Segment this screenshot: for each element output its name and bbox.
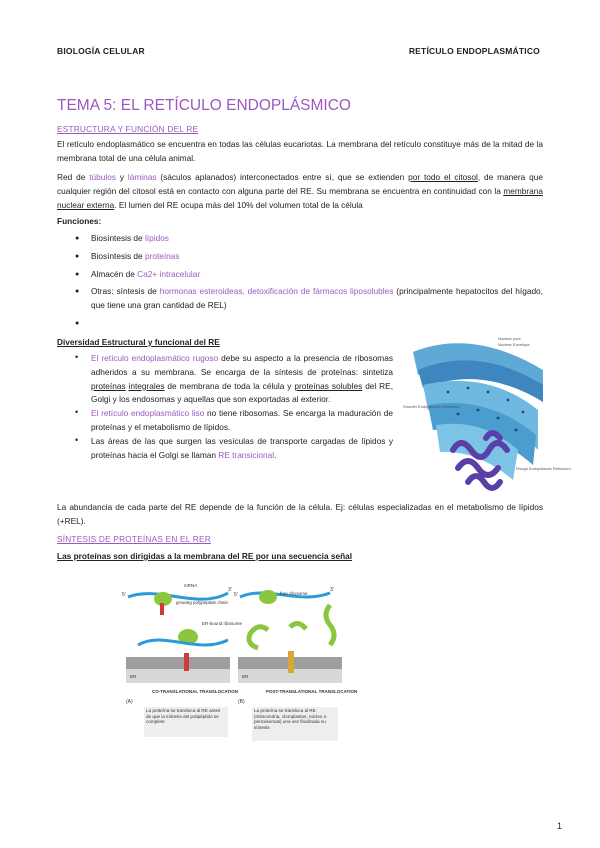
functions-list xyxy=(75,232,543,331)
subheading-signal: Las proteínas son dirigidas a la membrana del RE por una secuencia señal xyxy=(57,551,353,561)
text: del RE, Golgi y los endosomas y aquellas que son exportadas al exterior. xyxy=(91,380,394,405)
term-citosol: por todo el citosol xyxy=(408,172,478,182)
caption-a: La proteína se transloca al RE antes de que la síntesis del polipéptido se complete xyxy=(146,708,221,725)
list-item xyxy=(75,352,393,407)
free-ribosome xyxy=(259,590,277,604)
text: (principalmente hepatocitos del hígado, que tiene una gran cantidad de REL) xyxy=(91,286,543,311)
text: Biosíntesis de xyxy=(91,233,145,243)
term: proteínas xyxy=(91,380,126,391)
er-illustration xyxy=(398,330,571,500)
label-panel-b: (B) xyxy=(238,699,245,705)
label-3prime-a: 3' xyxy=(228,587,232,593)
list-item xyxy=(75,435,393,463)
caption-b: La proteína se transloca al RE (mitocondria, cloroplastos, núcleo o peroxisomas) una vez finalizada su síntesis xyxy=(254,708,327,730)
label-rer: Rough Endoplasmic Reticulum xyxy=(516,466,571,471)
paragraph-structure xyxy=(57,171,543,212)
text: Biosíntesis de xyxy=(91,250,145,261)
term-tubulos: túbulos xyxy=(89,172,116,182)
signal-peptide-a xyxy=(184,653,189,671)
list-item xyxy=(75,407,393,435)
section-heading-synthesis: SÍNTESIS DE PROTEÍNAS EN EL RER xyxy=(57,534,211,544)
caption-a-wrap xyxy=(146,708,226,736)
label-5prime-b: 5' xyxy=(234,592,238,598)
label-er-bound: ER-bound ribosome xyxy=(202,621,243,626)
er-membrane-a xyxy=(126,657,230,669)
er-lumen-a xyxy=(126,669,230,683)
translocation-figure xyxy=(118,575,358,745)
text: Red de xyxy=(57,172,90,182)
label-posttranslational: POST-TRANSLATIONAL TRANSLOCATION xyxy=(266,689,358,694)
header-left: BIOLOGÍA CELULAR xyxy=(57,46,145,56)
header-right: RETÍCULO ENDOPLASMÁTICO xyxy=(408,46,540,56)
protein-b xyxy=(249,627,268,648)
page-number: 1 xyxy=(556,821,562,831)
term: Ca2+ intracelular xyxy=(137,268,201,279)
folded-protein xyxy=(326,605,334,645)
label-er-b: ER xyxy=(242,674,249,679)
label-growing-chain: growing polypeptide chain xyxy=(176,600,229,605)
paragraph-abundance: La abundancia de cada parte del RE depende de la función de la célula. Ej: células especializadas en el metabolismo de lípidos (+REL). xyxy=(57,502,543,526)
label-ser: Smooth Endoplasmic Reticulum xyxy=(403,404,460,409)
term-rel: El retículo endoplasmático liso xyxy=(91,408,205,419)
label-5prime-a: 5' xyxy=(122,592,126,598)
text: . xyxy=(274,449,277,460)
term-rer: El retículo endoplasmático rugoso xyxy=(91,353,219,363)
list-item xyxy=(75,285,543,313)
text: debe su aspecto a la presencia de ribosomas adheridos a su membrana. Se encarga de la síntesis de proteínas: sintetiza xyxy=(91,353,393,377)
protein-b2 xyxy=(290,623,306,629)
caption-b-wrap xyxy=(254,708,336,740)
term: integrales xyxy=(128,380,165,391)
section-heading-diversity: Diversidad Estructural y funcional del RE xyxy=(57,337,220,347)
page-title: TEMA 5: EL RETÍCULO ENDOPLÁSMICO xyxy=(57,97,351,114)
text: . El lumen del RE ocupa más del 10% del volumen total de la célula xyxy=(114,199,363,210)
signal-sequence-a xyxy=(160,603,164,615)
diversity-list xyxy=(75,352,393,462)
text: de membrana de toda la célula y xyxy=(164,380,295,391)
text: Las áreas de las que surgen las vesículas de transporte cargadas de lípidos y proteínas hacia el Golgi se llaman xyxy=(91,435,393,460)
list-item xyxy=(75,268,543,282)
translocon-b xyxy=(288,651,294,673)
section-heading-structure: ESTRUCTURA Y FUNCIÓN DEL RE xyxy=(57,124,199,134)
label-nuclear-envelope: Nuclear Envelope xyxy=(498,342,530,347)
term: proteínas solubles xyxy=(294,380,363,391)
label-cotranslational: CO-TRANSLATIONAL TRANSLOCATION xyxy=(152,689,238,694)
list-item xyxy=(75,250,543,264)
label-mrna: mRNA xyxy=(184,583,198,588)
functions-label: Funciones: xyxy=(57,216,102,226)
label-er-a: ER xyxy=(130,674,137,679)
label-3prime-b: 3' xyxy=(330,587,334,593)
paragraph-intro: El retículo endoplasmático se encuentra en todas las células eucariotas. La membrana del retículo constituye más de la mitad de la membrana total de una célula animal. xyxy=(57,139,543,163)
term-membrana-nuclear: membrana nuclear externa xyxy=(57,185,543,210)
text: y xyxy=(115,172,128,182)
label-panel-a: (A) xyxy=(126,699,133,705)
text: Otras: síntesis de xyxy=(91,286,160,297)
term-laminas: láminas xyxy=(127,172,157,182)
text: Almacén de xyxy=(91,268,138,279)
text: no tiene ribosomas. Se encarga la maduración de proteínas y el metabolismo de lípidos. xyxy=(91,408,393,432)
term: lípidos xyxy=(144,233,169,243)
list-item xyxy=(75,232,543,246)
label-free-ribosome: free ribosome xyxy=(280,591,308,596)
label-nuclear-pore: Nuclear pore xyxy=(498,336,521,341)
text: (sáculos aplanados) interconectados entre sí, que se extienden xyxy=(156,172,409,182)
text: , de manera que cualquier región del citosol está en contacto con alguna parte del RE. Su membrana se encuentra en continuidad con la xyxy=(57,172,544,196)
term-re-transicional: RE transicional xyxy=(218,449,275,460)
mrna-strand-a xyxy=(128,593,228,599)
list-item-empty xyxy=(75,317,543,331)
term: proteínas xyxy=(144,250,180,261)
term: hormonas esteroideas, detoxificación de fármacos liposolubles xyxy=(159,286,394,297)
